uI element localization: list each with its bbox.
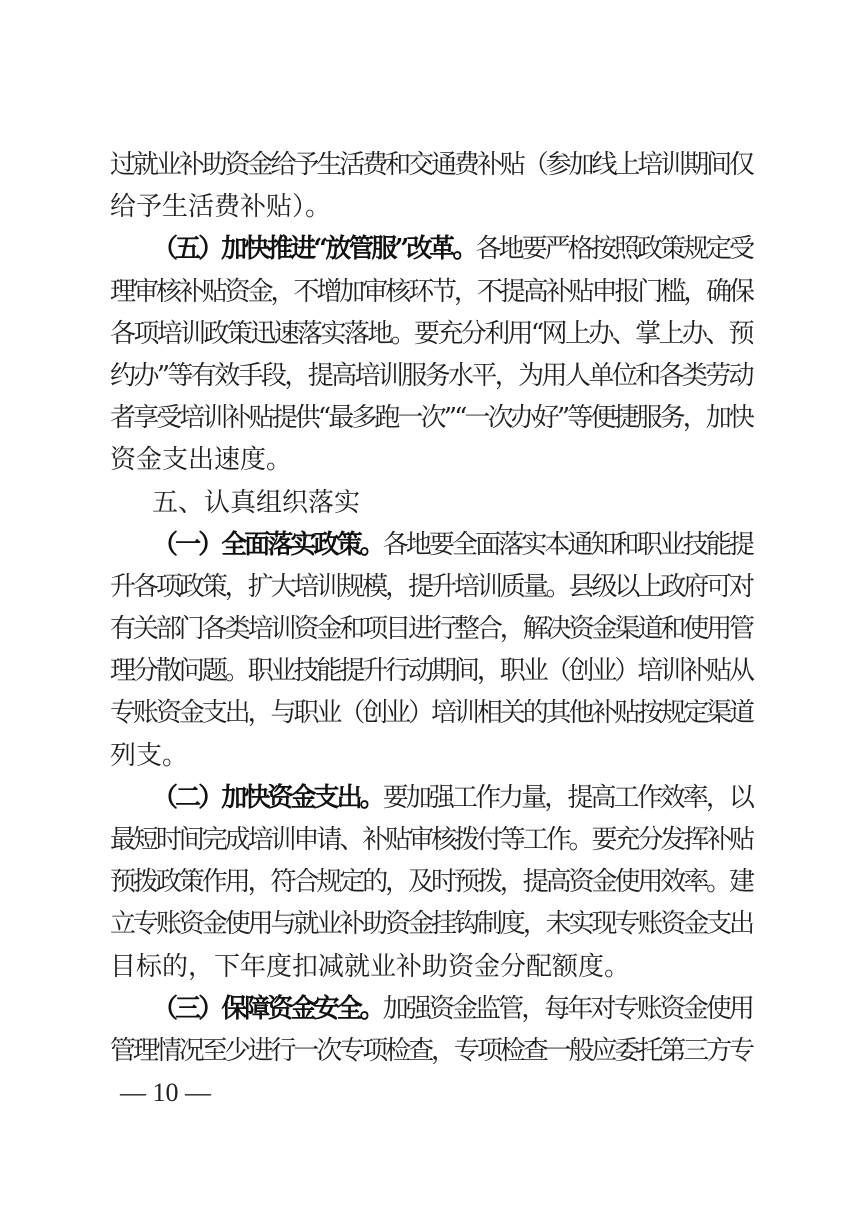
text-line-content [110,650,752,692]
text-line [110,566,752,608]
text-line [110,692,752,734]
line-text: 要加强工作力量，提高工作效率，以 [382,782,752,813]
text-line-content [110,903,752,945]
section-heading: （二）加快资金支出。 [152,782,383,813]
text-line-content [110,735,188,777]
text-line-content [152,988,752,1030]
text-line-content [110,692,752,734]
text-line [110,650,752,692]
text-line-content [152,524,752,566]
line-text: 预拨政策作用，符合规定的，及时预拨，提高资金使用效率。建 [110,867,752,898]
text-line [110,946,752,988]
text-line [110,988,752,1030]
line-text: 资金支出速度。 [110,445,293,476]
text-line-content [110,861,752,903]
text-line [110,439,752,481]
text-line-content [152,228,752,270]
text-line [110,355,752,397]
line-text: 专账资金支出，与职业（创业）培训相关的其他补贴按规定渠道 [110,698,752,729]
text-line [110,397,752,439]
text-line-content [110,439,292,481]
line-text: 有关部门各类培训资金和项目进行整合，解决资金渠道和使用管 [110,614,752,645]
text-line [110,1030,752,1072]
text-line-content [110,946,630,988]
text-line-content [110,566,752,608]
text-line-content [110,819,752,861]
line-text: 理分散问题。职业技能提升行动期间，职业（创业）培训补贴从 [110,656,752,687]
line-text: 立专账资金使用与就业补助资金挂钩制度，未实现专账资金支出 [110,909,752,940]
text-line-content [110,397,752,439]
text-line [110,861,752,903]
line-text: 过就业补助资金给予生活费和交通费补贴（参加线上培训期间仅 [110,150,752,180]
line-text: 最短时间完成培训申请、补贴审核拨付等工作。要充分发挥补贴 [110,825,752,855]
text-line-content [110,186,331,228]
line-text: 各项培训政策迅速落实落地。要充分利用“网上办、掌上办、预 [110,318,752,349]
section-heading: （三）保障资金安全。 [152,993,383,1024]
text-line [110,186,752,228]
text-line [110,228,752,270]
line-text: 五、认真组织落实 [152,487,361,518]
line-text: 升各项政策，扩大培训规模，提升培训质量。县级以上政府可对 [110,571,752,602]
line-text: 给予生活费补贴）。 [110,192,332,223]
line-text: 加强资金监管，每年对专账资金使用 [382,993,752,1024]
text-line-content [152,482,360,524]
text-line-content [110,313,752,355]
text-line [110,313,752,355]
text-line [110,903,752,945]
text-line [110,819,752,861]
line-text: 目标的，下年度扣减就业补助资金分配额度。 [110,951,631,982]
line-text: 管理情况至少进行一次专项检查，专项检查一般应委托第三方专 [110,1035,752,1066]
text-line [110,608,752,650]
line-text: 理审核补贴资金，不增加审核环节，不提高补贴申报门槛，确保 [110,276,752,307]
text-line-content [110,271,752,313]
line-text: 各地要严格按照政策规定受 [475,234,752,265]
text-line-content [110,355,752,397]
line-text: 约办”等有效手段，提高培训服务水平，为用人单位和各类劳动 [110,360,752,391]
text-line-content [152,777,752,819]
page-number: — 10 — [120,1078,211,1107]
text-line [110,777,752,819]
section-heading: （五）加快推进“放管服”改革。 [152,234,476,265]
text-line [110,144,752,186]
line-text: 各地要全面落实本通知和职业技能提 [382,529,752,560]
text-line-content [110,608,752,650]
line-text: 者享受培训补贴提供“最多跑一次”“一次办好”等便捷服务，加快 [110,403,752,434]
text-line [110,735,752,777]
text-line-content [110,1030,752,1072]
text-line [110,482,752,524]
text-line [110,524,752,566]
document-body [110,144,752,1072]
line-text: 列支。 [110,740,189,771]
text-line-content [110,144,752,186]
section-heading: （一）全面落实政策。 [152,529,383,560]
text-line [110,271,752,313]
